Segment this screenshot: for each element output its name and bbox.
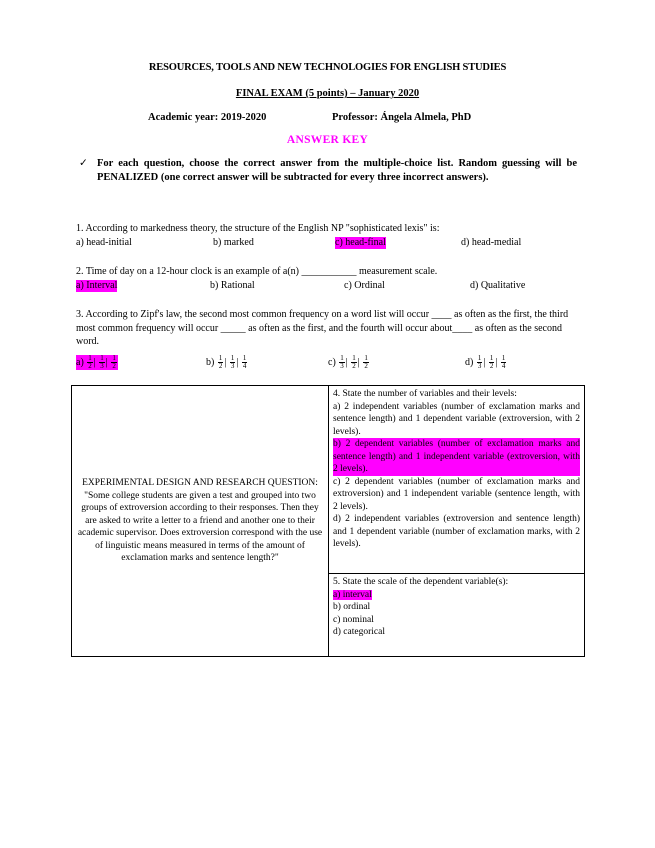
professor: Professor: Ángela Almela, PhD bbox=[332, 112, 472, 123]
q3-option-b[interactable]: b) $\frac{1}{2}$ | $\frac{1}{3}$ | $\frac{1}{4}$ bbox=[206, 354, 247, 370]
exam-subtitle: FINAL EXAM (5 points) – January 2020 bbox=[235, 88, 420, 99]
q3-option-b-label: b) bbox=[206, 356, 215, 368]
fraction: $\frac{1}{4}$ bbox=[242, 354, 247, 370]
question-1-text: 1. According to markedness theory, the structure of the English NP "sophisticated lexis" is: bbox=[76, 223, 440, 234]
q4-option-c[interactable]: c) 2 dependent variables (number of exclamation marks and extroversion) and 1 independent variable (sentence length, with 2 levels). bbox=[333, 476, 580, 512]
fraction: $\frac{1}{2}$ bbox=[364, 354, 368, 370]
fraction: $\frac{1}{2}$ bbox=[218, 354, 223, 370]
instructions-text: For each question, choose the correct answer from the multiple-choice list. Random guessing will be PENALIZED (one correct answer will be subtracted for every three incorrect answers). bbox=[97, 158, 577, 183]
q5-option-b[interactable]: b) ordinal bbox=[333, 602, 371, 612]
course-title: RESOURCES, TOOLS AND NEW TECHNOLOGIES FOR ENGLISH STUDIES bbox=[148, 62, 507, 73]
question-2-text: 2. Time of day on a 12-hour clock is an example of a(n) ___________ measurement scale. bbox=[76, 266, 438, 277]
q3-option-d[interactable]: d) $\frac{1}{3}$ | $\frac{1}{2}$ | $\frac{1}{4}$ bbox=[465, 354, 506, 370]
q4-option-a[interactable]: a) 2 independent variables (number of exclamation marks and sentence length) and 1 dependent variable (extroversion, with 2 levels). bbox=[333, 401, 580, 437]
q4-option-d[interactable]: d) 2 independent variables (extroversion and sentence length) and 1 dependent variable (number of exclamation marks, with 2 levels). bbox=[333, 514, 580, 549]
question-5-text: 5. State the scale of the dependent variable(s): bbox=[333, 577, 509, 587]
q2-option-b[interactable]: b) Rational bbox=[210, 280, 255, 291]
q3-option-a-label: a) bbox=[76, 356, 84, 368]
experimental-design-table bbox=[71, 385, 585, 657]
fraction: $\frac{1}{4}$ bbox=[501, 354, 506, 370]
q5-option-d[interactable]: d) categorical bbox=[333, 627, 385, 637]
q2-option-a-correct[interactable]: a) Interval bbox=[76, 280, 118, 291]
q5-option-c[interactable]: c) nominal bbox=[333, 614, 374, 625]
fraction: $\frac{1}{2}$ bbox=[489, 354, 494, 370]
q3-option-c-label: c) bbox=[328, 356, 336, 368]
fraction: $\frac{1}{2}$ bbox=[88, 354, 92, 370]
fraction: $\frac{1}{3}$ bbox=[477, 354, 482, 370]
question-5-cell bbox=[329, 574, 585, 657]
q1-option-d[interactable]: d) head-medial bbox=[461, 237, 522, 248]
question-4-cell bbox=[329, 386, 585, 574]
q2-option-c[interactable]: c) Ordinal bbox=[344, 280, 385, 291]
q1-option-b[interactable]: b) marked bbox=[213, 237, 254, 248]
fraction: $\frac{1}{3}$ bbox=[100, 354, 104, 370]
q4-option-b-correct[interactable]: b) 2 dependent variables (number of exclamation marks and sentence length) and 1 independent variable (extroversion, with 2 levels). bbox=[333, 439, 580, 474]
q3-option-a-correct[interactable]: a) $\frac{1}{2}$ | $\frac{1}{3}$ | $\frac{1}{2}$ bbox=[76, 354, 116, 370]
q2-option-d[interactable]: d) Qualitative bbox=[470, 280, 526, 291]
q5-option-a-correct[interactable]: a) interval bbox=[333, 589, 372, 600]
q1-option-a[interactable]: a) head-initial bbox=[76, 237, 132, 248]
fraction: $\frac{1}{3}$ bbox=[230, 354, 235, 370]
check-icon: ✓ bbox=[79, 158, 88, 169]
fraction: $\frac{1}{2}$ bbox=[112, 354, 116, 370]
fraction: $\frac{1}{2}$ bbox=[352, 354, 356, 370]
answer-key-label: ANSWER KEY bbox=[286, 134, 369, 146]
academic-year: Academic year: 2019-2020 bbox=[148, 112, 267, 123]
question-4-text: 4. State the number of variables and their levels: bbox=[333, 389, 517, 399]
design-heading: EXPERIMENTAL DESIGN AND RESEARCH QUESTION: bbox=[82, 478, 318, 489]
q3-option-d-label: d) bbox=[465, 356, 474, 368]
design-text: "Some college students are given a test and grouped into two groups of extroversion according to their responses. Then they are asked to write a letter to a friend and another one to their academic supervisor. Does extroversion correspond with the use of linguistic means measured in terms of the amount of exclamation marks and sentence length?" bbox=[77, 490, 323, 564]
q3-option-c[interactable]: c) $\frac{1}{3}$ | $\frac{1}{2}$ | $\frac{1}{2}$ bbox=[328, 354, 368, 370]
instructions bbox=[79, 157, 577, 185]
design-cell bbox=[72, 386, 329, 657]
q1-option-c-correct[interactable]: c) head-final bbox=[335, 237, 386, 248]
question-3-text: 3. According to Zipf's law, the second most common frequency on a word list will occur ____ as often as the first, the third most common frequency will occur _____ as often as the first, and the fourth will occur about____ as often as the second word. bbox=[76, 309, 569, 347]
fraction: $\frac{1}{3}$ bbox=[340, 354, 344, 370]
